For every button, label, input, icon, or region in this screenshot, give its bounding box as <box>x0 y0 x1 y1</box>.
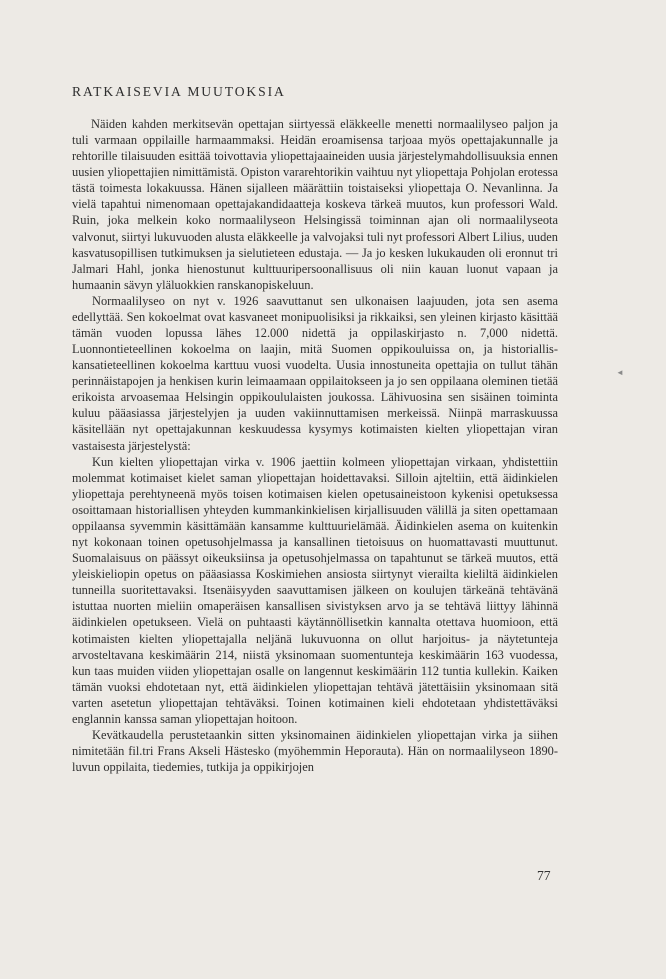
paragraph: Normaalilyseo on nyt v. 1926 saavuttanut sen ulkonaisen laajuuden, jota sen asema edellyttää. Sen kokoelmat ovat kasvaneet monipuolisiksi ja rikkaiksi, sen yleinen kirjasto käsittää tämän vuoden lopussa lähes 12.000 nidettä ja oppilaskirjasto n. 7,000 nidettä. Luonnontieteellinen kokoelma on laajin, mitä Suomen oppikouluissa on, ja historiallis-kansatieteellinen kokoelma karttuu vuosi vuodelta. Uusia innostuneita opettajia on tullut tähän perinnäistapojen ja henkisen kurin leimaamaan oppilaitokseen ja jo sen oppilaana oleminen tietää erikoista arvoasemaa Helsingin oppikoululaisten joukossa. Lähivuosina sen sisäinen toiminta kuluu pääasiassa järjestelyjen ja uuden vakiinnuttamisen merkeissä. Niinpä marraskuussa käsitellään nyt opettajakunnan keskuudessa kysymys kotimaisten kielten yliopettajan viran vastaisesta järjestelystä: <box>72 293 558 453</box>
paragraph: Kun kielten yliopettajan virka v. 1906 jaettiin kolmeen yliopettajan virkaan, yhdistettiin molemmat kotimaiset kielet saman yliopettajan hoidettavaksi. Silloin ajteltiin, että äidinkielen yliopettaja perehtyneenä myös toisen kotimaisen kielen opetusaineistoon kykenisi opetuksessa osoittamaan historiallisen yhteyden kummankinkielisen kirjallisuuden välillä ja siten opettamaan oppilaansa syvemmin käsittämään kansamme kulttuurielämää. Äidinkielen asema on kuitenkin nyt kokonaan toinen opetusohjelmassa ja kansallinen tietoisuus on huomattavasti muuttunut. Suomalaisuus on päässyt oikeuksiinsa ja opetusohjelmassa on tapahtunut se tärkeä muutos, että yleiskieliopin opetus on pääasiassa Koskimiehen ansiosta siirtynyt vierailta kieliltä äidinkielen tunneilla suoritettavaksi. Itsenäisyyden saavuttamisen jälkeen on koulujen tärkeänä tehtävänä istuttaa nuorten mieliin omaperäisen kansallisen sivistyksen arvo ja se tehtävä liittyy lähinnä äidinkielen opetukseen. Vielä on puhtaasti käytännöllisetkin kannalta otettava huomioon, että kotimaisten kielten yliopettajalla neljänä lukuvuonna on ollut harjoitus- ja näytetunteja arvosteltavana keskimäärin 214, niistä yksinomaan suomentunteja keskimäärin 163 vuodessa, kun taas muiden viiden yliopettajan osalle on langennut keskimäärin 112 tuntia kullekin. Kaiken tämän vuoksi ehdotetaan nyt, että äidinkielen yliopettajan tehtävä jätettäisiin yksinomaan sitä varten asetetun yliopettajan tehtäväksi. Toinen kotimainen kieli ehdotetaan yhdistettäväksi englannin kanssa saman yliopettajan hoitoon. <box>72 454 558 726</box>
section-heading: RATKAISEVIA MUUTOKSIA <box>72 84 286 99</box>
page-number: 77 <box>537 868 551 883</box>
margin-mark-icon: ◄ <box>616 368 624 377</box>
paragraph: Kevätkaudella perustetaankin sitten yksinomainen äidinkielen yliopettajan virka ja siihen nimitetään fil.tri Frans Akseli Hästesko (myöhemmin Heporauta). Hän on normaalilyseon 1890-luvun oppilaita, tiedemies, tutkija ja oppikirjojen <box>72 727 558 775</box>
paragraph: Näiden kahden merkitsevän opettajan siirtyessä eläkkeelle menetti normaalilyseo paljon ja tuli varmaan oppilaille harmaammaksi. Heidän eroamisensa tarjoaa myös opettajakunnalle ja rehtorille tilaisuuden esittää toivottavia yliopettajaaineiden uusia järjestelymahdollisuuksia ennen uusien yliopettajien nimittämistä. Opiston vararehtorikin vaihtuu nyt yliopettaja Pohjolan erotessa tästä toimesta lokakuussa. Hänen sijalleen määrättiin toistaiseksi yliopettaja O. Nevanlinna. Ja vielä tapahtui nimenomaan opettajakandidaatteja koskeva tärkeä muutos, kun professori Wald. Ruin, joka melkein koko normaalilyseon Helsingissä toiminnan ajan oli normaalilyseota valvonut, siirtyi lukuvuoden alusta eläkkeelle ja valvojaksi tuli nyt professori Albert Lilius, uuden kasvatusopillisen tutkimuksen ja sielutieteen edustaja. — Ja jo kesken lukukauden oli eronnut tri Jalmari Hahl, jonka hienostunut kulttuuripersoonallisuus oli niin kauan luonut vapaan ja humaanin sävyn yläluokkien ranskanopiskeluun. <box>72 117 558 292</box>
body-text <box>72 116 558 775</box>
